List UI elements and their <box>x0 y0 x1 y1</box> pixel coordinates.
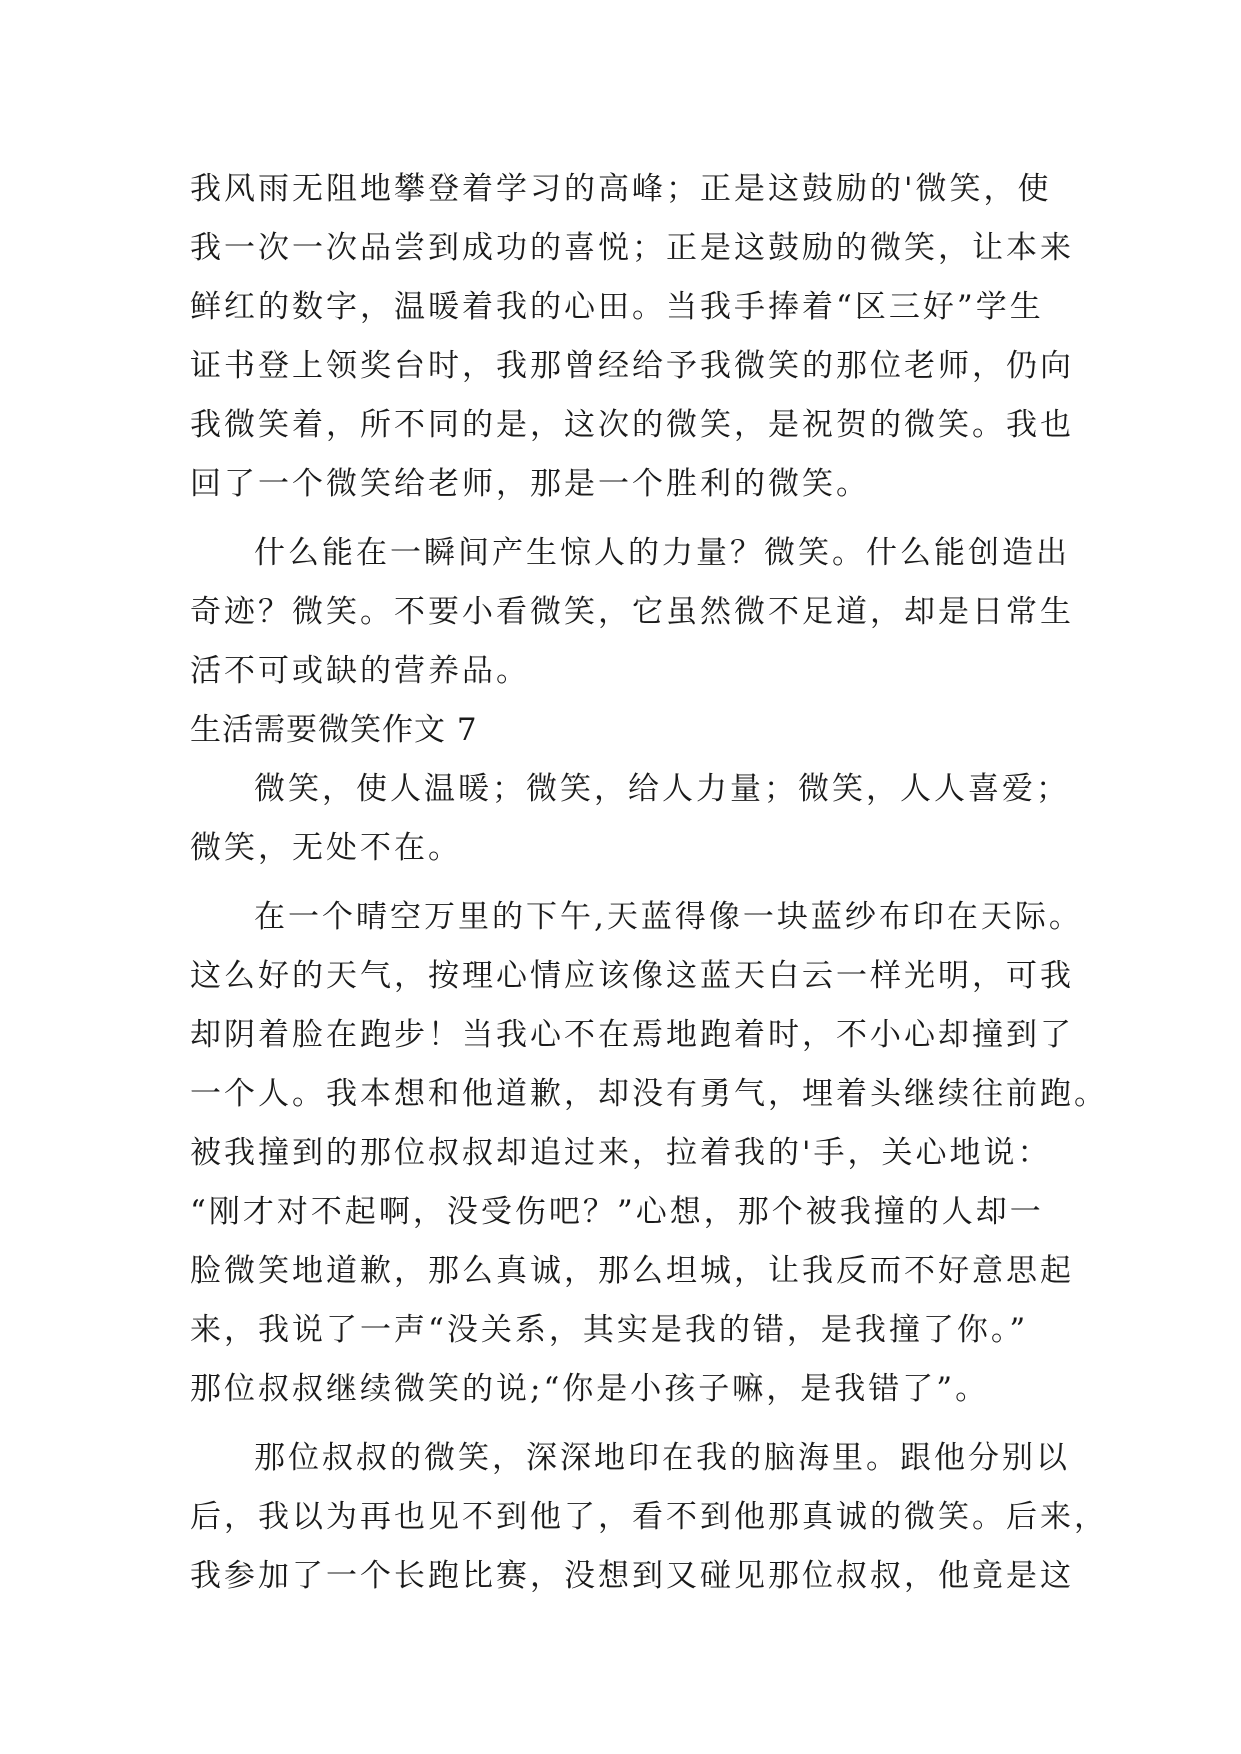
paragraph <box>190 888 1108 1419</box>
text-line: 微笑，无处不在。 <box>190 830 462 866</box>
document-body <box>190 160 1108 1606</box>
text-line: 微笑，使人温暖；微笑，给人力量；微笑，人人喜爱； <box>254 771 1070 807</box>
text-line: 证书登上领奖台时，我那曾经给予我微笑的那位老师，仍向 <box>190 348 1074 384</box>
text-line: 鲜红的数字，温暖着我的心田。当我手捧着“区三好”学生 <box>190 289 1044 325</box>
text-line: 那位叔叔继续微笑的说;“你是小孩子嘛，是我错了”。 <box>190 1371 990 1407</box>
text-line: 脸微笑地道歉，那么真诚，那么坦城，让我反而不好意思起 <box>190 1253 1074 1289</box>
text-line: 在一个晴空万里的下午,天蓝得像一块蓝纱布印在天际。 <box>254 899 1083 935</box>
paragraph <box>190 760 1070 878</box>
paragraph <box>190 1429 1108 1606</box>
text-line: 一个人。我本想和他道歉，却没有勇气，埋着头继续往前跑。 <box>190 1076 1108 1112</box>
heading-text: 生活需要微笑作文 7 <box>190 712 478 748</box>
text-line: 我一次一次品尝到成功的喜悦；正是这鼓励的微笑，让本来 <box>190 230 1074 266</box>
text-line: 那位叔叔的微笑，深深地印在我的脑海里。跟他分别以 <box>254 1440 1070 1476</box>
text-line: 后，我以为再也见不到他了，看不到他那真诚的微笑。后来， <box>190 1499 1108 1535</box>
text-line: 我参加了一个长跑比赛，没想到又碰见那位叔叔，他竟是这 <box>190 1558 1074 1594</box>
text-line: 我风雨无阻地攀登着学习的高峰；正是这鼓励的'微笑，使 <box>190 171 1052 207</box>
paragraph <box>190 524 1074 701</box>
text-line: 奇迹？微笑。不要小看微笑，它虽然微不足道，却是日常生 <box>190 594 1074 630</box>
text-line: 被我撞到的那位叔叔却追过来，拉着我的'手，关心地说： <box>190 1135 1052 1171</box>
text-line: 来，我说了一声“没关系，其实是我的错，是我撞了你。” <box>190 1312 1029 1348</box>
text-line: “刚才对不起啊，没受伤吧？”心想，那个被我撞的人却一 <box>190 1194 1044 1230</box>
text-line: 什么能在一瞬间产生惊人的力量？微笑。什么能创造出 <box>254 535 1070 571</box>
paragraph <box>190 160 1074 514</box>
text-line: 却阴着脸在跑步！当我心不在焉地跑着时，不小心却撞到了 <box>190 1017 1074 1053</box>
text-line: 回了一个微笑给老师，那是一个胜利的微笑。 <box>190 466 870 502</box>
text-line: 活不可或缺的营养品。 <box>190 653 530 689</box>
section-heading <box>190 701 1070 760</box>
text-line: 我微笑着，所不同的是，这次的微笑，是祝贺的微笑。我也 <box>190 407 1074 443</box>
text-line: 这么好的天气，按理心情应该像这蓝天白云一样光明，可我 <box>190 958 1074 994</box>
